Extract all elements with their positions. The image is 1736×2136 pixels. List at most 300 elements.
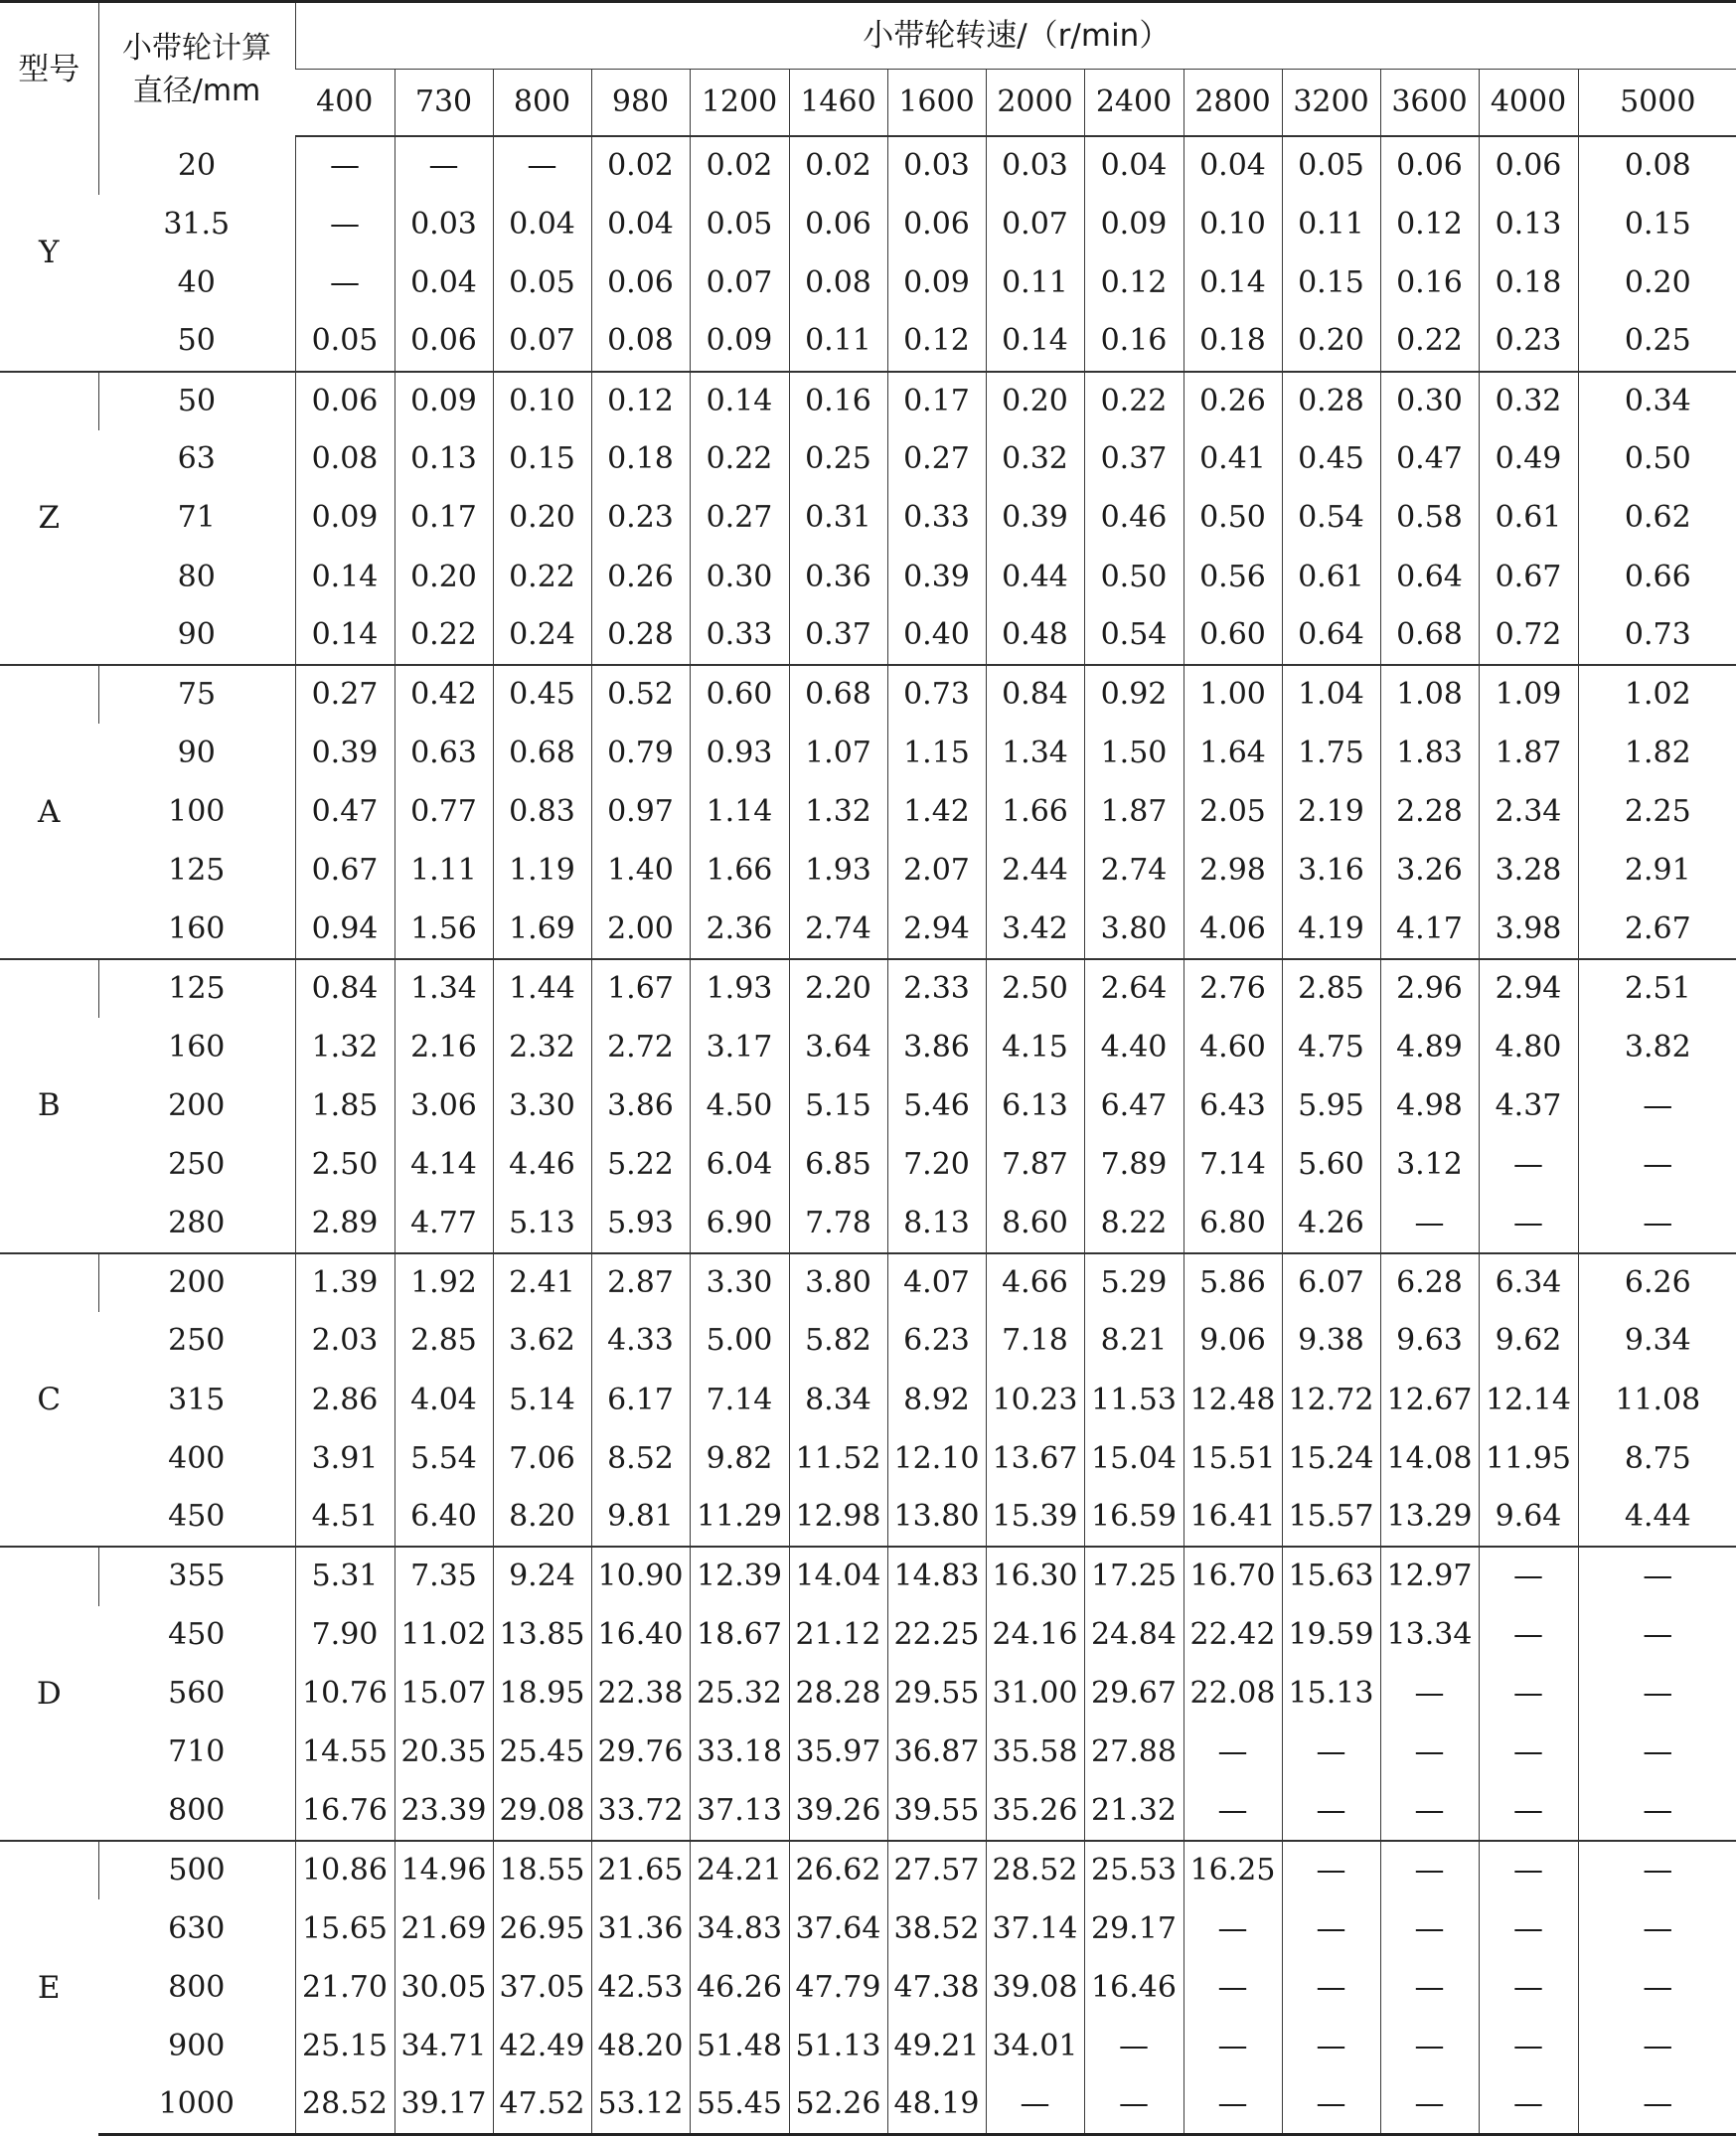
table-row bbox=[0, 253, 1736, 312]
power-value-cell: 48.20 bbox=[591, 2018, 690, 2076]
power-value-cell: 2.51 bbox=[1578, 959, 1736, 1018]
power-value-cell: 3.06 bbox=[395, 1076, 493, 1135]
power-value-cell: 0.22 bbox=[1380, 312, 1479, 371]
power-value-cell: — bbox=[1282, 1841, 1380, 1899]
diameter-cell: 500 bbox=[98, 1841, 295, 1899]
power-value-cell: 21.65 bbox=[591, 1841, 690, 1899]
power-value-cell: 3.91 bbox=[295, 1429, 395, 1488]
power-value-cell: 5.15 bbox=[789, 1076, 887, 1135]
power-value-cell: 0.39 bbox=[887, 548, 986, 606]
power-value-cell: 30.05 bbox=[395, 1958, 493, 2017]
power-value-cell: 0.24 bbox=[493, 606, 591, 665]
power-value-cell: — bbox=[1479, 2018, 1578, 2076]
power-value-cell: 4.06 bbox=[1184, 901, 1282, 959]
power-value-cell: 0.20 bbox=[1578, 253, 1736, 312]
power-value-cell: — bbox=[1380, 2018, 1479, 2076]
power-value-cell: 0.03 bbox=[986, 136, 1084, 195]
power-value-cell: 24.21 bbox=[690, 1841, 789, 1899]
speed-col-header: 2400 bbox=[1084, 70, 1184, 137]
power-value-cell: — bbox=[1282, 1899, 1380, 1958]
diameter-cell: 71 bbox=[177, 500, 216, 536]
diameter-cell: 125 bbox=[98, 959, 295, 1018]
power-value-cell: — bbox=[1282, 2076, 1380, 2135]
speed-col-header: 1600 bbox=[887, 70, 986, 137]
power-value-cell: — bbox=[1578, 1782, 1736, 1841]
diameter-cell: 355 bbox=[98, 1547, 295, 1605]
power-value-cell: 5.14 bbox=[493, 1371, 591, 1429]
power-value-cell: 0.17 bbox=[887, 372, 986, 430]
power-value-cell: 8.34 bbox=[789, 1371, 887, 1429]
power-value-cell: 2.94 bbox=[1479, 959, 1578, 1018]
power-value-cell: — bbox=[1184, 1899, 1282, 1958]
power-value-cell: 3.86 bbox=[887, 1018, 986, 1076]
power-value-cell: 14.04 bbox=[789, 1547, 887, 1605]
power-value-cell: 7.35 bbox=[395, 1547, 493, 1605]
power-value-cell: 0.09 bbox=[1084, 195, 1184, 253]
power-value-cell: 2.86 bbox=[295, 1371, 395, 1429]
power-value-cell: 8.60 bbox=[986, 1195, 1084, 1253]
diameter-cell: 280 bbox=[168, 1205, 226, 1240]
power-value-cell: 35.97 bbox=[789, 1724, 887, 1782]
power-value-cell: — bbox=[1479, 1899, 1578, 1958]
power-value-cell: 3.17 bbox=[690, 1018, 789, 1076]
table-row bbox=[0, 724, 1736, 782]
power-value-cell: 27.88 bbox=[1084, 1724, 1184, 1782]
power-value-cell: 1.67 bbox=[591, 959, 690, 1018]
power-value-cell: 11.02 bbox=[395, 1606, 493, 1665]
power-value-cell: 0.05 bbox=[295, 312, 395, 371]
power-value-cell: 15.24 bbox=[1282, 1429, 1380, 1488]
speed-col-header: 4000 bbox=[1479, 70, 1578, 137]
power-value-cell: 9.63 bbox=[1380, 1312, 1479, 1371]
power-value-cell: — bbox=[1578, 1899, 1736, 1958]
power-value-cell: 29.67 bbox=[1084, 1665, 1184, 1724]
power-value-cell: 0.02 bbox=[690, 136, 789, 195]
table-row bbox=[0, 1958, 1736, 2017]
power-value-cell: 37.14 bbox=[986, 1899, 1084, 1958]
power-value-cell: 5.22 bbox=[591, 1135, 690, 1194]
power-value-cell: 0.64 bbox=[1282, 606, 1380, 665]
power-value-cell: 0.11 bbox=[986, 253, 1084, 312]
power-value-cell: 0.52 bbox=[591, 665, 690, 724]
power-value-cell: 3.26 bbox=[1380, 842, 1479, 901]
power-value-cell: 21.70 bbox=[295, 1958, 395, 2017]
power-value-cell: 17.25 bbox=[1084, 1547, 1184, 1605]
diameter-cell: 50 bbox=[177, 323, 216, 359]
power-value-cell: 4.17 bbox=[1380, 901, 1479, 959]
power-value-cell: 42.49 bbox=[493, 2018, 591, 2076]
power-value-cell: 4.50 bbox=[690, 1076, 789, 1135]
power-value-cell: 29.55 bbox=[887, 1665, 986, 1724]
power-value-cell: 26.62 bbox=[789, 1841, 887, 1899]
power-value-cell: 0.33 bbox=[690, 606, 789, 665]
belt-type-cell: D bbox=[0, 1547, 98, 1841]
diameter-cell: 400 bbox=[168, 1440, 226, 1476]
table-row bbox=[0, 2018, 1736, 2076]
power-value-cell: 18.95 bbox=[493, 1665, 591, 1724]
power-value-cell: 2.00 bbox=[591, 901, 690, 959]
power-value-cell: 1.32 bbox=[295, 1018, 395, 1076]
power-value-cell: 3.80 bbox=[789, 1253, 887, 1312]
power-value-cell: 4.51 bbox=[295, 1488, 395, 1547]
power-value-cell: — bbox=[1578, 2076, 1736, 2135]
power-value-cell: 1.44 bbox=[493, 959, 591, 1018]
power-value-cell: 0.18 bbox=[591, 430, 690, 489]
power-value-cell: 0.20 bbox=[395, 548, 493, 606]
power-value-cell: 8.13 bbox=[887, 1195, 986, 1253]
power-value-cell: 0.68 bbox=[789, 665, 887, 724]
power-value-cell: 5.95 bbox=[1282, 1076, 1380, 1135]
power-value-cell: 16.70 bbox=[1184, 1547, 1282, 1605]
table-row bbox=[0, 1724, 1736, 1782]
power-value-cell: 0.54 bbox=[1084, 606, 1184, 665]
power-value-cell: 0.05 bbox=[1282, 136, 1380, 195]
power-value-cell: — bbox=[1479, 1958, 1578, 2017]
power-value-cell: — bbox=[1479, 1547, 1578, 1605]
power-value-cell: 2.44 bbox=[986, 842, 1084, 901]
diameter-cell: 90 bbox=[177, 735, 216, 770]
power-value-cell: — bbox=[1479, 1841, 1578, 1899]
power-value-cell: 2.91 bbox=[1578, 842, 1736, 901]
power-value-cell: 7.06 bbox=[493, 1429, 591, 1488]
power-value-cell: 8.92 bbox=[887, 1371, 986, 1429]
belt-type-cell: A bbox=[0, 665, 98, 959]
power-value-cell: 4.07 bbox=[887, 1253, 986, 1312]
power-value-cell: — bbox=[295, 136, 395, 195]
power-value-cell: 22.38 bbox=[591, 1665, 690, 1724]
power-value-cell: 0.07 bbox=[493, 312, 591, 371]
power-value-cell: 0.06 bbox=[1380, 136, 1479, 195]
power-value-cell: 1.34 bbox=[986, 724, 1084, 782]
power-value-cell: 0.58 bbox=[1380, 489, 1479, 548]
belt-type-cell: Z bbox=[0, 372, 98, 666]
power-value-cell: 1.39 bbox=[295, 1253, 395, 1312]
power-value-cell: 1.02 bbox=[1578, 665, 1736, 724]
power-value-cell: 0.12 bbox=[1380, 195, 1479, 253]
power-value-cell: 55.45 bbox=[690, 2076, 789, 2135]
power-value-cell: 0.40 bbox=[887, 606, 986, 665]
power-value-cell: — bbox=[1578, 1606, 1736, 1665]
power-value-cell: 5.13 bbox=[493, 1195, 591, 1253]
power-value-cell: — bbox=[1184, 1782, 1282, 1841]
power-value-cell: 0.47 bbox=[295, 783, 395, 842]
power-value-cell: — bbox=[1578, 1841, 1736, 1899]
power-value-cell: 4.66 bbox=[986, 1253, 1084, 1312]
power-value-cell: 0.56 bbox=[1184, 548, 1282, 606]
diameter-cell: 80 bbox=[177, 559, 216, 594]
power-value-cell: 47.52 bbox=[493, 2076, 591, 2135]
diameter-cell: 100 bbox=[168, 794, 226, 830]
power-value-cell: 52.26 bbox=[789, 2076, 887, 2135]
diameter-cell: 560 bbox=[168, 1676, 226, 1712]
header-row-1 bbox=[0, 2, 1736, 70]
power-value-cell: 0.73 bbox=[1578, 606, 1736, 665]
power-value-cell: 0.28 bbox=[591, 606, 690, 665]
power-value-cell: 1.85 bbox=[295, 1076, 395, 1135]
power-value-cell: — bbox=[1380, 1958, 1479, 2017]
table-row bbox=[0, 842, 1736, 901]
power-value-cell: 0.06 bbox=[295, 372, 395, 430]
power-value-cell: 4.77 bbox=[395, 1195, 493, 1253]
speed-col-header: 980 bbox=[591, 70, 690, 137]
power-value-cell: 0.06 bbox=[395, 312, 493, 371]
power-value-cell: 5.54 bbox=[395, 1429, 493, 1488]
power-value-cell: 0.27 bbox=[690, 489, 789, 548]
power-value-cell: 1.11 bbox=[395, 842, 493, 901]
power-value-cell: 4.98 bbox=[1380, 1076, 1479, 1135]
diameter-cell: 800 bbox=[168, 1793, 226, 1828]
power-value-cell: 4.44 bbox=[1578, 1488, 1736, 1547]
power-value-cell: 39.26 bbox=[789, 1782, 887, 1841]
power-value-cell: 34.83 bbox=[690, 1899, 789, 1958]
power-value-cell: 10.76 bbox=[295, 1665, 395, 1724]
diameter-cell: 450 bbox=[168, 1499, 226, 1535]
power-value-cell: 2.19 bbox=[1282, 783, 1380, 842]
power-value-cell: 0.04 bbox=[1184, 136, 1282, 195]
power-value-cell: 51.48 bbox=[690, 2018, 789, 2076]
power-value-cell: — bbox=[1380, 2076, 1479, 2135]
table-row bbox=[0, 1841, 1736, 1899]
power-value-cell: 0.15 bbox=[493, 430, 591, 489]
power-value-cell: — bbox=[1380, 1195, 1479, 1253]
power-value-cell: 6.90 bbox=[690, 1195, 789, 1253]
power-value-cell: 2.16 bbox=[395, 1018, 493, 1076]
diameter-cell: 200 bbox=[98, 1253, 295, 1312]
power-value-cell: 0.14 bbox=[690, 372, 789, 430]
power-value-cell: — bbox=[1380, 1782, 1479, 1841]
table-row bbox=[0, 1135, 1736, 1194]
power-value-cell: 0.14 bbox=[1184, 253, 1282, 312]
table-row bbox=[0, 1312, 1736, 1371]
power-value-cell: 0.31 bbox=[789, 489, 887, 548]
table-row bbox=[0, 489, 1736, 548]
power-value-cell: 0.04 bbox=[1084, 136, 1184, 195]
power-value-cell: 7.20 bbox=[887, 1135, 986, 1194]
power-value-cell: 4.75 bbox=[1282, 1018, 1380, 1076]
power-value-cell: 14.08 bbox=[1380, 1429, 1479, 1488]
power-value-cell: 1.87 bbox=[1479, 724, 1578, 782]
power-value-cell: 1.32 bbox=[789, 783, 887, 842]
belt-type-cell: C bbox=[0, 1253, 98, 1548]
power-value-cell: 0.12 bbox=[887, 312, 986, 371]
diameter-cell: 710 bbox=[168, 1734, 226, 1770]
power-value-cell: 25.45 bbox=[493, 1724, 591, 1782]
power-value-cell: 1.56 bbox=[395, 901, 493, 959]
speed-col-header: 5000 bbox=[1578, 70, 1736, 137]
power-value-cell: 15.04 bbox=[1084, 1429, 1184, 1488]
diameter-cell: 1000 bbox=[98, 2076, 295, 2135]
power-value-cell: 0.06 bbox=[1479, 136, 1578, 195]
power-value-cell: 0.37 bbox=[789, 606, 887, 665]
power-value-cell: 2.89 bbox=[295, 1195, 395, 1253]
power-value-cell: — bbox=[1578, 1665, 1736, 1724]
power-value-cell: 4.37 bbox=[1479, 1076, 1578, 1135]
power-value-cell: 0.64 bbox=[1380, 548, 1479, 606]
power-value-cell: 2.20 bbox=[789, 959, 887, 1018]
power-value-cell: 0.18 bbox=[1479, 253, 1578, 312]
power-value-cell: 0.06 bbox=[789, 195, 887, 253]
power-value-cell: 2.50 bbox=[295, 1135, 395, 1194]
power-value-cell: 2.07 bbox=[887, 842, 986, 901]
power-value-cell: 11.08 bbox=[1578, 1371, 1736, 1429]
power-value-cell: 9.64 bbox=[1479, 1488, 1578, 1547]
power-value-cell: 15.65 bbox=[295, 1899, 395, 1958]
power-value-cell: 0.26 bbox=[1184, 372, 1282, 430]
power-value-cell: 16.46 bbox=[1084, 1958, 1184, 2017]
power-value-cell: 6.80 bbox=[1184, 1195, 1282, 1253]
power-value-cell: 29.17 bbox=[1084, 1899, 1184, 1958]
power-value-cell: 0.10 bbox=[1184, 195, 1282, 253]
power-value-cell: 26.95 bbox=[493, 1899, 591, 1958]
table-row bbox=[0, 1782, 1736, 1841]
power-value-cell: 12.10 bbox=[887, 1429, 986, 1488]
power-value-cell: 16.59 bbox=[1084, 1488, 1184, 1547]
power-value-cell: 6.04 bbox=[690, 1135, 789, 1194]
power-value-cell: 22.42 bbox=[1184, 1606, 1282, 1665]
table-row bbox=[0, 1253, 1736, 1312]
table-row bbox=[0, 606, 1736, 665]
power-value-cell: — bbox=[1479, 1195, 1578, 1253]
power-value-cell: 18.67 bbox=[690, 1606, 789, 1665]
power-value-cell: 0.14 bbox=[986, 312, 1084, 371]
power-value-cell: 7.14 bbox=[690, 1371, 789, 1429]
power-value-cell: 0.62 bbox=[1578, 489, 1736, 548]
power-value-cell: 28.28 bbox=[789, 1665, 887, 1724]
table-row bbox=[0, 195, 1736, 253]
power-value-cell: 0.60 bbox=[1184, 606, 1282, 665]
power-value-cell: 35.58 bbox=[986, 1724, 1084, 1782]
power-value-cell: 12.98 bbox=[789, 1488, 887, 1547]
power-value-cell: 0.20 bbox=[493, 489, 591, 548]
power-value-cell: 7.90 bbox=[295, 1606, 395, 1665]
power-value-cell: 1.40 bbox=[591, 842, 690, 901]
power-value-cell: 3.62 bbox=[493, 1312, 591, 1371]
power-value-cell: — bbox=[1578, 1076, 1736, 1135]
power-value-cell: — bbox=[1084, 2018, 1184, 2076]
diameter-header: 小带轮计算直径/mm bbox=[98, 2, 295, 137]
power-value-cell: 15.63 bbox=[1282, 1547, 1380, 1605]
power-value-cell: 0.48 bbox=[986, 606, 1084, 665]
power-value-cell: 0.45 bbox=[493, 665, 591, 724]
power-value-cell: — bbox=[1282, 2018, 1380, 2076]
power-value-cell: 10.90 bbox=[591, 1547, 690, 1605]
table-row bbox=[0, 548, 1736, 606]
power-value-cell: 13.85 bbox=[493, 1606, 591, 1665]
power-value-cell: 0.23 bbox=[1479, 312, 1578, 371]
power-value-cell: 18.55 bbox=[493, 1841, 591, 1899]
power-value-cell: 31.36 bbox=[591, 1899, 690, 1958]
power-value-cell: 0.67 bbox=[1479, 548, 1578, 606]
type-header: 型号 bbox=[0, 2, 98, 137]
power-value-cell: 3.86 bbox=[591, 1076, 690, 1135]
power-value-cell: 0.32 bbox=[1479, 372, 1578, 430]
power-value-cell: 0.92 bbox=[1084, 665, 1184, 724]
power-value-cell: 3.16 bbox=[1282, 842, 1380, 901]
power-value-cell: 13.67 bbox=[986, 1429, 1084, 1488]
power-value-cell: 2.32 bbox=[493, 1018, 591, 1076]
power-value-cell: 8.75 bbox=[1578, 1429, 1736, 1488]
power-value-cell: 47.38 bbox=[887, 1958, 986, 2017]
power-value-cell: 5.60 bbox=[1282, 1135, 1380, 1194]
power-value-cell: 0.23 bbox=[591, 489, 690, 548]
power-value-cell: 8.52 bbox=[591, 1429, 690, 1488]
power-value-cell: 3.42 bbox=[986, 901, 1084, 959]
power-value-cell: 29.76 bbox=[591, 1724, 690, 1782]
power-value-cell: 12.72 bbox=[1282, 1371, 1380, 1429]
power-value-cell: 0.61 bbox=[1282, 548, 1380, 606]
power-value-cell: 0.63 bbox=[395, 724, 493, 782]
power-value-cell: 13.29 bbox=[1380, 1488, 1479, 1547]
power-value-cell: 9.24 bbox=[493, 1547, 591, 1605]
power-value-cell: 15.57 bbox=[1282, 1488, 1380, 1547]
power-value-cell: 0.07 bbox=[690, 253, 789, 312]
power-value-cell: 7.87 bbox=[986, 1135, 1084, 1194]
power-value-cell: 4.80 bbox=[1479, 1018, 1578, 1076]
power-value-cell: 3.12 bbox=[1380, 1135, 1479, 1194]
power-value-cell: 15.07 bbox=[395, 1665, 493, 1724]
power-value-cell: 14.55 bbox=[295, 1724, 395, 1782]
power-value-cell: 0.30 bbox=[690, 548, 789, 606]
power-value-cell: 0.44 bbox=[986, 548, 1084, 606]
power-value-cell: 4.04 bbox=[395, 1371, 493, 1429]
power-value-cell: 4.14 bbox=[395, 1135, 493, 1194]
power-value-cell: 0.13 bbox=[1479, 195, 1578, 253]
power-value-cell: 0.03 bbox=[887, 136, 986, 195]
power-value-cell: 9.06 bbox=[1184, 1312, 1282, 1371]
power-value-cell: 0.33 bbox=[887, 489, 986, 548]
power-value-cell: 0.09 bbox=[395, 372, 493, 430]
power-value-cell: 0.72 bbox=[1479, 606, 1578, 665]
power-value-cell: 0.39 bbox=[986, 489, 1084, 548]
power-value-cell: 0.28 bbox=[1282, 372, 1380, 430]
power-value-cell: 12.48 bbox=[1184, 1371, 1282, 1429]
speed-col-header: 1460 bbox=[789, 70, 887, 137]
power-value-cell: 25.32 bbox=[690, 1665, 789, 1724]
power-value-cell: 1.66 bbox=[986, 783, 1084, 842]
power-value-cell: 6.28 bbox=[1380, 1253, 1479, 1312]
power-value-cell: 10.86 bbox=[295, 1841, 395, 1899]
power-value-cell: 0.54 bbox=[1282, 489, 1380, 548]
power-value-cell: 9.81 bbox=[591, 1488, 690, 1547]
power-value-cell: — bbox=[1282, 1958, 1380, 2017]
power-value-cell: 15.13 bbox=[1282, 1665, 1380, 1724]
power-value-cell: 8.22 bbox=[1084, 1195, 1184, 1253]
power-value-cell: 2.28 bbox=[1380, 783, 1479, 842]
power-value-cell: 6.85 bbox=[789, 1135, 887, 1194]
power-value-cell: 2.36 bbox=[690, 901, 789, 959]
power-value-cell: 1.00 bbox=[1184, 665, 1282, 724]
power-value-cell: 34.71 bbox=[395, 2018, 493, 2076]
table-row bbox=[0, 1076, 1736, 1135]
power-value-cell: 6.47 bbox=[1084, 1076, 1184, 1135]
power-value-cell: 1.09 bbox=[1479, 665, 1578, 724]
power-value-cell: 6.07 bbox=[1282, 1253, 1380, 1312]
power-value-cell: 2.85 bbox=[1282, 959, 1380, 1018]
power-value-cell: 37.64 bbox=[789, 1899, 887, 1958]
power-value-cell: 7.89 bbox=[1084, 1135, 1184, 1194]
speed-col-header: 730 bbox=[395, 70, 493, 137]
power-value-cell: 0.15 bbox=[1282, 253, 1380, 312]
power-value-cell: 1.87 bbox=[1084, 783, 1184, 842]
power-value-cell: 4.46 bbox=[493, 1135, 591, 1194]
power-value-cell: 0.60 bbox=[690, 665, 789, 724]
power-value-cell: 0.05 bbox=[690, 195, 789, 253]
power-value-cell: — bbox=[395, 136, 493, 195]
power-value-cell: 4.15 bbox=[986, 1018, 1084, 1076]
power-value-cell: 0.06 bbox=[591, 253, 690, 312]
power-value-cell: 0.13 bbox=[395, 430, 493, 489]
power-value-cell: 0.02 bbox=[591, 136, 690, 195]
